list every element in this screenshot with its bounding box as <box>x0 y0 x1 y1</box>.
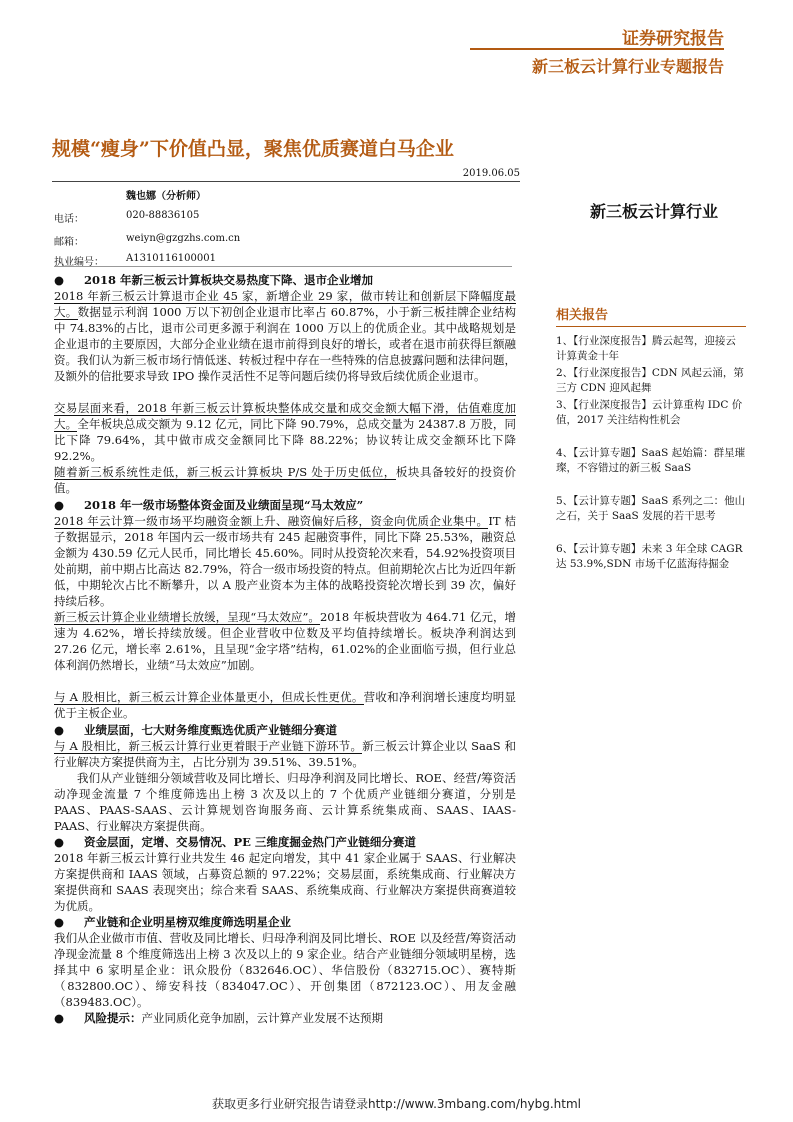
header-divider <box>470 48 724 50</box>
risk-warning <box>54 1010 516 1026</box>
section-1-heading <box>54 272 516 288</box>
report-series-label: 新三板云计算行业专题报告 <box>531 57 724 76</box>
section-3-heading-text: 业绩层面，七大财务维度甄选优质产业链细分赛道 <box>84 723 337 737</box>
report-date: 2019.06.05 <box>462 168 520 179</box>
section-1-text-3: 板块具备较好的投资价值。 <box>54 465 516 495</box>
license-label: 执业编号： <box>54 257 104 268</box>
section-2-highlight-2: 新三板云计算企业业绩增长放缓，呈现“马太效应”。 <box>54 610 320 624</box>
bullet-icon: ● <box>54 835 65 849</box>
related-report-item[interactable]: 5、【云计算专题】SaaS 系列之二：他山之石，关于 SaaS 发展的若干思考 <box>556 495 746 522</box>
section-2-paragraph-1 <box>54 513 516 609</box>
report-title: 规模“瘦身”下价值凸显，聚焦优质赛道白马企业 <box>52 138 454 160</box>
section-2-paragraph-2 <box>54 609 516 673</box>
bullet-icon: ● <box>54 273 65 287</box>
title-divider <box>52 181 520 182</box>
section-2-heading <box>54 497 516 513</box>
section-2-highlight-3: 与 A 股相比，新三板云计算企业体量更小，但成长性更优。 <box>54 690 364 704</box>
related-report-item[interactable]: 1、【行业深度报告】腾云起驾，迎接云计算黄金十年 <box>556 335 736 362</box>
analyst-phone-row <box>54 210 524 228</box>
section-3-text-1: 新三板云计算企业以 SaaS 和行业解决方案提供商为主，占比分别为 39.51%、39.51%。 <box>54 739 516 769</box>
related-report-item[interactable]: 4、【云计算专题】SaaS 起始篇：群星璀璨，不容错过的新三板 SaaS <box>556 447 746 474</box>
analyst-email-row <box>54 233 524 251</box>
related-report-item[interactable]: 2、【行业深度报告】CDN 风起云涌，第三方 CDN 迎风起舞 <box>556 367 744 394</box>
section-2-heading-text: 2018 年一级市场整体资金面及业绩面呈现“马太效应” <box>84 498 364 512</box>
section-1-text-1: 数据显示利润 1000 万以下初创企业退市比率占 60.87%，小于新三板挂牌企业结构中 74.83%的占比，退市公司更多源于利润在 1000 万以上的优质企业。其中战略规划是企业退市的主要原因，大部分企业业绩在退市前得到良好的增长，或者在退市前获得巨额融资。我们认为新三板市场行情低迷、转板过程中存在一些特殊的信息披露问题和法律问题，及额外的信批要求导致 IPO 操作灵活性不足等问题后续仍将导致后续优质企业退市。 <box>54 305 516 383</box>
section-1-highlight-2: 交易层面来看，2018 年新三板云计算板块整体成交量和成交金额大幅下滑，估值难度加大。 <box>54 401 516 431</box>
info-divider <box>54 266 512 267</box>
section-3-highlight-1: 与 A 股相比，新三板云计算行业更着眼于产业链下游环节。 <box>54 739 363 753</box>
section-3-paragraph-1 <box>54 738 516 770</box>
section-2-text-1: IT 桔子数据显示，2018 年国内云一级市场共有 245 起融资事件，同比下降 25.53%，融资总金额为 430.59 亿元人民币，同比增长 45.60%。同时从投资轮次来看，54.92%投资项目处前期，前中期占比高达 82.79%，符合一级市场投资的特点。但前期轮次占比为近四年新低，中期轮次占比不断攀升，以 A 股产业资本为主体的战略投资轮次增长到 39 次，偏好持续后移。 <box>54 514 516 608</box>
risk-warning-text: 产业同质化竞争加剧，云计算产业发展不达预期 <box>141 1011 383 1025</box>
sector-label: 新三板云计算行业 <box>590 202 719 221</box>
license-value: A1310116100001 <box>126 253 216 264</box>
bullet-icon: ● <box>54 915 65 929</box>
phone-value: 020-88836105 <box>126 210 200 221</box>
section-3-paragraph-2: 我们从产业链细分领域营收及同比增长、归母净利润及同比增长、ROE、经营/筹资活动净现金流量 7 个维度筛选出上榜 3 次及以上的 7 个优质产业链细分赛道，分别是 PAAS、PAAS-SAAS、云计算规划咨询服务商、云计算系统集成商、SAAS、IAAS-PAAS、行业解决方案提供商。 <box>54 771 516 833</box>
section-1-highlight-1: 2018 年新三板云计算退市企业 45 家，新增企业 29 家，做市转让和创新层下降幅度最大。 <box>54 289 516 319</box>
section-2-text-2: 2018 年板块营收为 464.71 亿元，增速为 4.62%，增长持续放缓。但企业营收中位数及平均值持续增长。板块净利润达到 27.26 亿元，增长率 2.61%，且呈现“金字塔”结构，61.02%的企业面临亏损，但行业总体利润仍然增长，业绩“马太效应”加剧。 <box>54 610 516 672</box>
section-4-paragraph-1: 2018 年新三板云计算行业共发生 46 起定向增发，其中 41 家企业属于 SAAS、行业解决方案提供商和 IAAS 领域，占募资总额的 97.22%；交易层面，系统集成商、行业解决方案提供商和 SAAS 表现突出；综合来看 SAAS、系统集成商、行业解决方案提供商赛道较为优质。 <box>54 851 516 913</box>
related-report-item[interactable]: 3、【行业深度报告】云计算重构 IDC 价值，2017 关注结构性机会 <box>556 399 743 426</box>
analyst-name: 魏也娜（分析师） <box>126 191 206 202</box>
related-report-item[interactable]: 6、【云计算专题】未来 3 年全球 CAGR 达 53.9%,SDN 市场千亿蓝海待掘金 <box>556 543 743 570</box>
section-1-paragraph-2 <box>54 400 516 464</box>
related-reports-divider <box>556 326 746 327</box>
section-1-paragraph-3 <box>54 464 516 496</box>
section-1-heading-text: 2018 年新三板云计算板块交易热度下降、退市企业增加 <box>84 273 374 287</box>
email-label: 邮箱： <box>54 237 84 248</box>
section-2-highlight-1: 2018 年云计算一级市场平均融资金额上升、融资偏好后移，资金向优质企业集中。 <box>54 514 489 528</box>
bullet-icon: ● <box>54 723 65 737</box>
analyst-license-row <box>54 253 524 271</box>
section-1-text-2: 全年板块总成交额为 9.12 亿元，同比下降 90.79%，总成交量为 24387.8 万股，同比下降 79.64%，其中做市成交金额同比下降 88.22%；协议转让成交金额环比下降 92.2%。 <box>54 417 516 463</box>
section-4-heading-text: 资金层面，定增、交易情况、PE 三维度掘金热门产业链细分赛道 <box>84 835 416 849</box>
risk-warning-label: 风险提示： <box>84 1011 142 1025</box>
section-5-heading-text: 产业链和企业明星榜双维度筛选明星企业 <box>84 915 291 929</box>
bullet-icon: ● <box>54 498 65 512</box>
section-1-highlight-3: 随着新三板系统性走低，新三板云计算板块 P/S 处于历史低位， <box>54 465 396 479</box>
section-5-paragraph-1: 我们从企业做市市值、营收及同比增长、归母净利润及同比增长、ROE 以及经营/筹资活动净现金流量 8 个维度筛选出上榜 3 次及以上的 9 家企业。结合产业链细分领域明星榜，选择其中 6 家明星企业：讯众股份（832646.OC）、华信股份（832715.OC）、赛特斯（832800.OC）、缔安科技（834047.OC）、开创集团（872123.OC）、用友金融（839483.OC）。 <box>54 931 516 1009</box>
phone-label: 电话： <box>54 214 84 225</box>
related-reports-title: 相关报告 <box>556 308 609 323</box>
email-value[interactable]: weiyn@gzgzhs.com.cn <box>126 233 241 244</box>
section-2-paragraph-3 <box>54 689 516 721</box>
bullet-icon: ● <box>54 1011 65 1025</box>
section-2-text-3: 营收和净利润增长速度均明显优于主板企业。 <box>54 690 516 720</box>
report-type-label: 证券研究报告 <box>622 29 724 49</box>
footer-link[interactable]: 获取更多行业研究报告请登录http://www.3mbang.com/hybg.html <box>211 1097 581 1111</box>
section-4-heading <box>54 834 516 850</box>
section-5-heading <box>54 914 516 930</box>
section-3-heading <box>54 722 516 738</box>
section-1-paragraph-1 <box>54 288 516 384</box>
